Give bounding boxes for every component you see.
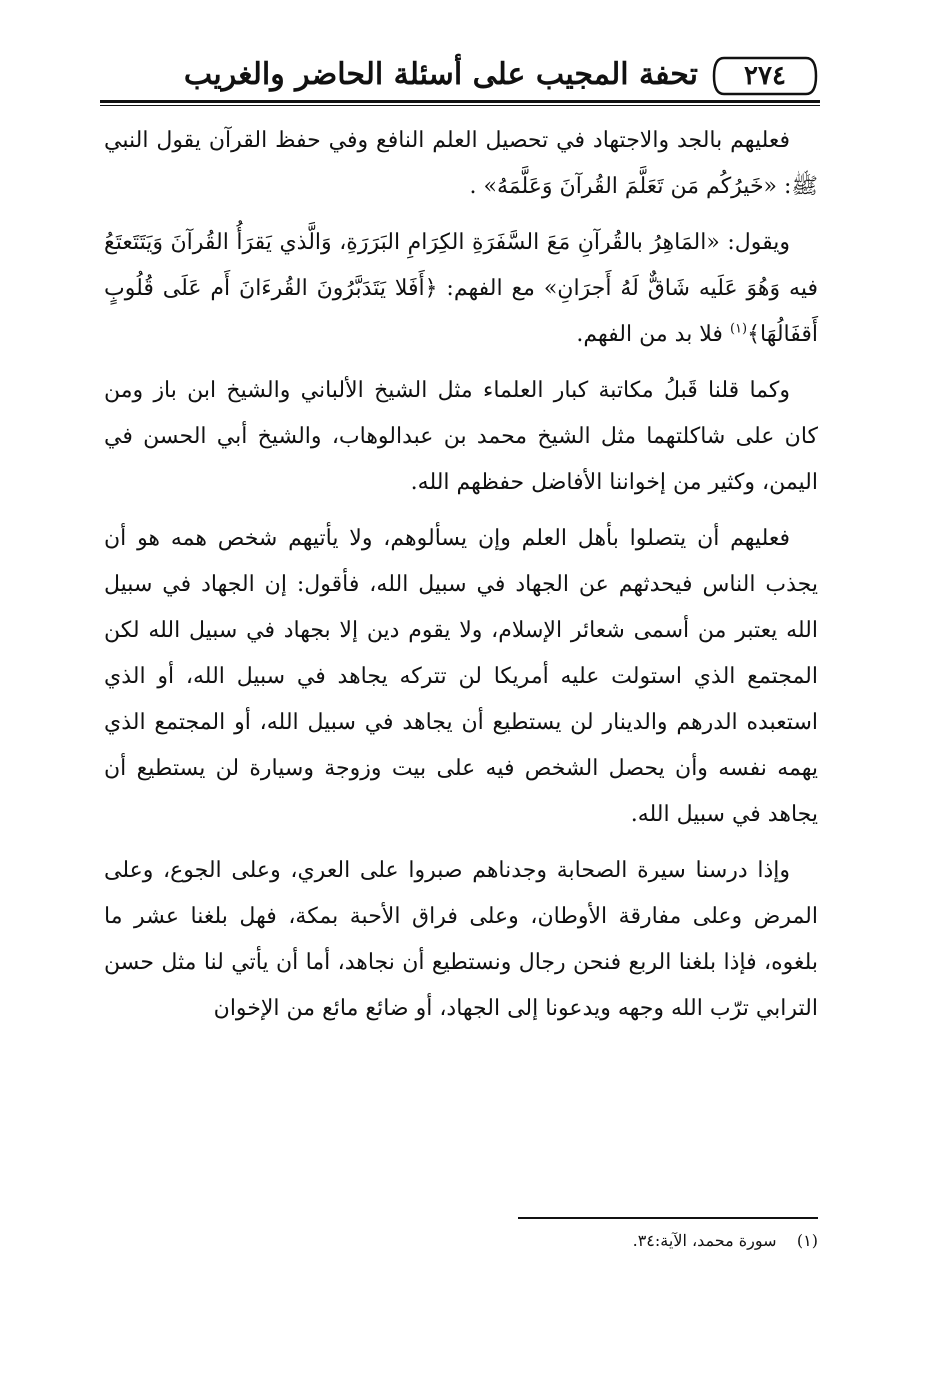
- header-rule-thick: [100, 100, 820, 103]
- page-header: [100, 50, 820, 106]
- footnote-separator: [518, 1217, 818, 1219]
- paragraph-5: وإذا درسنا سيرة الصحابة وجدناهم صبروا على العري، وعلى الجوع، وعلى المرض وعلى مفارقة الأوطان، وعلى فراق الأحبة بمكة، فهل بلغنا عشر ما بلغوه، فإذا بلغنا الربع فنحن رجال ونستطيع أن نجاهد، أما أن يأتي لنا مثل حسن الترابي ترّب الله وجهه ويدعونا إلى الجهاد، أو ضائع مائع من الإخوان: [104, 858, 818, 1021]
- paragraph-3: وكما قلنا قَبلُ مكاتبة كبار العلماء مثل الشيخ الألباني والشيخ ابن باز ومن كان على شاكلتهما مثل الشيخ محمد بن عبدالوهاب، والشيخ أبي الحسن في اليمن، وكثير من إخواننا الأفاضل حفظهم الله.: [104, 378, 818, 495]
- footnote: [218, 1226, 818, 1256]
- paragraph-4: فعليهم أن يتصلوا بأهل العلم وإن يسألوهم، ولا يأتيهم شخص همه هو أن يجذب الناس فيحدثهم عن الجهاد في سبيل الله، فأقول: إن الجهاد في سبيل الله يعتبر من أسمى شعائر الإسلام، ولا يقوم دين إلا بجهاد في سبيل الله لكن المجتمع الذي استولت عليه أمريكا لن تتركه يجاهد في سبيل الله، أو الذي استعبده الدرهم والدينار لن يستطيع أن يجاهد في سبيل الله، أو المجتمع الذي يهمه نفسه وأن يحصل الشخص فيه على بيت وزوجة وسيارة لن يستطيع أن يجاهد في سبيل الله.: [104, 526, 818, 827]
- page-body: [104, 118, 818, 1032]
- paragraph-2-tail: فلا بد من الفهم.: [576, 322, 730, 347]
- page-number: ٢٧٤: [744, 61, 786, 91]
- footnote-reference[interactable]: (١): [729, 321, 748, 337]
- footnote-text: سورة محمد، الآية:٣٤.: [632, 1231, 777, 1250]
- page-number-badge: [710, 54, 820, 98]
- footnote-marker: (١): [796, 1231, 818, 1250]
- header-rule-thin: [100, 105, 820, 106]
- header-rule: [100, 100, 820, 106]
- running-title: تحفة المجيب على أسئلة الحاضر والغريب: [183, 57, 698, 92]
- paragraph-1: فعليهم بالجد والاجتهاد في تحصيل العلم النافع وفي حفظ القرآن يقول النبي ﷺ: «خَيرُكُم مَن تَعَلَّمَ القُرآنَ وَعَلَّمَهُ» .: [104, 128, 818, 199]
- paragraph-2: [104, 220, 818, 358]
- paragraph-2-text: ويقول: «المَاهِرُ بالقُرآنِ مَعَ السَّفَرَةِ الكِرَامِ البَرَرَةِ، وَالَّذي يَقرَأُ القُرآنَ وَيَتَتَعتَعُ فيه وَهُوَ عَلَيه شَاقٌّ لَهُ أَجرَانِ» مع الفهم: ﴿أَفَلا يَتَدَبَّرُونَ القُرءَانَ أَم عَلَى قُلُوبٍ أَقفَالُهَا﴾: [104, 230, 818, 347]
